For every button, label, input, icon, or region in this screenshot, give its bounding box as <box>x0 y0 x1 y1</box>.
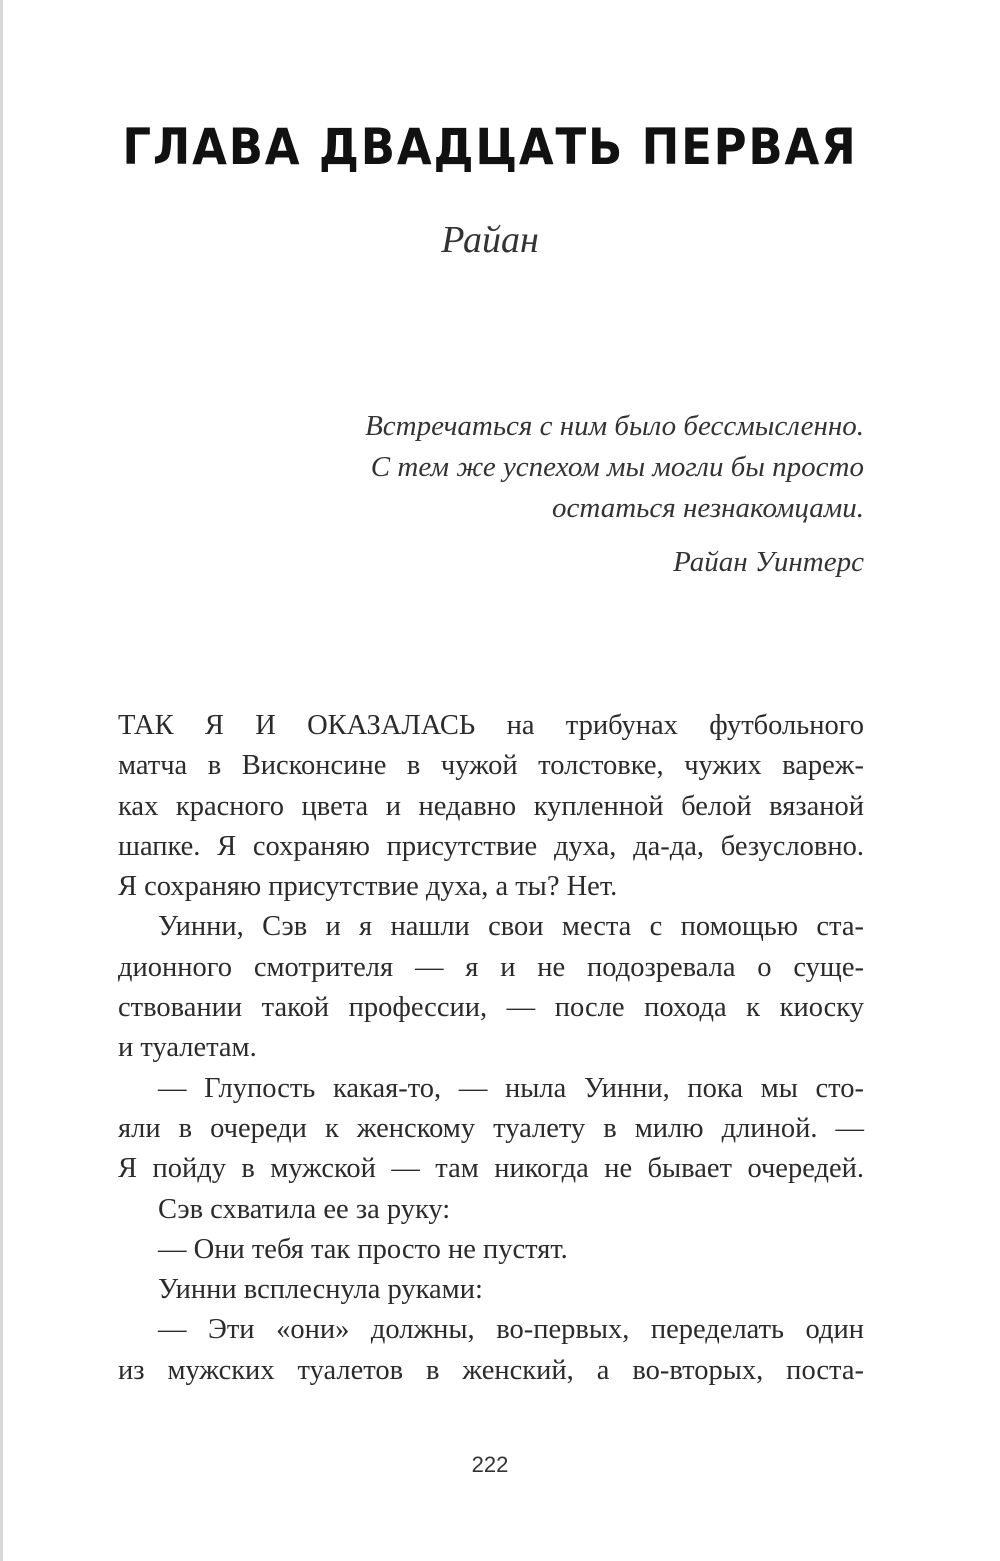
epigraph-line: остаться незнакомцами. <box>552 492 864 524</box>
chapter-subtitle: Райан <box>441 219 539 261</box>
text-line: — Глупость какая-то, — ныла Уинни, пока мы сто- <box>158 1072 864 1104</box>
text-line: Я пойду в мужской — там никогда не бывает очередей. <box>118 1153 864 1185</box>
chapter-title: ГЛАВА ДВАДЦАТЬ ПЕРВАЯ <box>122 118 858 176</box>
epigraph <box>365 406 864 529</box>
epigraph-line: С тем же успехом мы могли бы просто <box>370 451 864 483</box>
text-line: дионного смотрителя — я и не подозревала о суще- <box>118 951 864 983</box>
text-line: Сэв схватила ее за руку: <box>158 1193 451 1225</box>
text-line: яли в очереди к женскому туалету в милю длиной. — <box>118 1112 864 1144</box>
epigraph-line: Встречаться с ним было бессмысленно. <box>365 410 864 442</box>
text-line: шапке. Я сохраняю присутствие духа, да-да, безусловно. <box>118 830 864 862</box>
text-line: — Эти «они» должны, во-первых, переделать один <box>158 1314 864 1346</box>
text-line: из мужских туалетов в женский, а во-вторых, поста- <box>118 1354 864 1386</box>
text-line: матча в Висконсине в чужой толстовке, чужих вареж- <box>118 750 864 782</box>
page-number: 222 <box>471 1452 509 1477</box>
text-line: ках красного цвета и недавно купленной белой вязаной <box>118 790 864 822</box>
text-line: Уинни всплеснула руками: <box>158 1274 483 1306</box>
text-line: ТАК Я И ОКАЗАЛАСЬ на трибунах футбольного <box>118 710 864 741</box>
epigraph-author: Райан Уинтерс <box>673 546 864 578</box>
body-text <box>118 706 864 1391</box>
text-line: — Они тебя так просто не пустят. <box>158 1233 568 1265</box>
text-line: Я сохраняю присутствие духа, а ты? Нет. <box>118 871 618 903</box>
text-line: ствовании такой профессии, — после похода к киоску <box>118 992 864 1024</box>
text-line: Уинни, Сэв и я нашли свои места с помощью ста- <box>158 911 864 943</box>
text-line: и туалетам. <box>118 1032 257 1064</box>
